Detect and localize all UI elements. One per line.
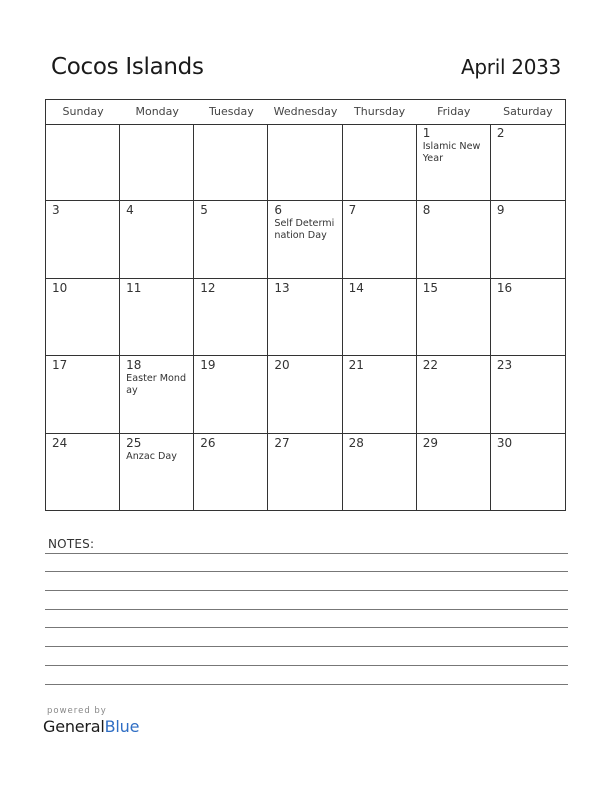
day-cell[interactable] [120, 201, 194, 278]
day-cell[interactable] [491, 434, 565, 511]
day-cell[interactable] [46, 201, 120, 278]
day-number: 15 [422, 280, 438, 295]
generalblue-logo[interactable] [43, 717, 139, 736]
day-cell[interactable] [491, 356, 565, 433]
note-line [45, 646, 568, 647]
day-cell[interactable] [120, 124, 194, 201]
day-number: 23 [496, 358, 513, 373]
weekday-header: Wednesday [273, 105, 338, 118]
day-number: 2 [496, 126, 505, 140]
calendar-days [46, 124, 565, 511]
day-cell[interactable] [343, 434, 417, 511]
day-number: 6 [274, 203, 283, 218]
day-number: 18 [126, 358, 142, 373]
day-number: 13 [274, 280, 290, 295]
day-cell[interactable] [417, 434, 491, 511]
day-cell[interactable] [46, 124, 120, 201]
notes-label: NOTES: [48, 537, 95, 551]
day-number: 8 [422, 203, 431, 218]
weekday-header: Friday [437, 105, 471, 118]
day-cell[interactable] [194, 201, 268, 278]
day-cell[interactable] [268, 434, 342, 511]
day-cell[interactable] [417, 279, 491, 356]
day-number: 4 [126, 203, 134, 218]
note-line [45, 590, 568, 591]
day-cell[interactable] [46, 434, 120, 511]
day-cell[interactable] [120, 356, 194, 433]
day-number: 11 [126, 280, 142, 295]
day-number: 3 [52, 203, 60, 218]
day-cell[interactable] [194, 279, 268, 356]
day-cell[interactable] [268, 124, 342, 201]
day-number: 26 [200, 435, 216, 450]
day-number: 7 [348, 203, 357, 218]
holiday-label: Self Determination Day [274, 218, 335, 242]
day-number: 28 [348, 435, 364, 450]
day-cell[interactable] [120, 279, 194, 356]
day-number: 24 [52, 435, 68, 450]
day-cell[interactable] [343, 279, 417, 356]
day-number: 21 [348, 358, 364, 373]
calendar-title: Cocos Islands [51, 54, 204, 80]
day-cell[interactable] [491, 124, 565, 201]
brand-blue: Blue [104, 717, 140, 736]
day-number: 25 [126, 435, 142, 450]
day-cell[interactable] [268, 279, 342, 356]
day-cell[interactable] [343, 356, 417, 433]
day-number: 1 [422, 126, 431, 140]
powered-by-text: powered by [47, 706, 107, 716]
weekday-header: Saturday [503, 105, 553, 118]
day-number: 14 [348, 280, 364, 295]
day-cell[interactable] [120, 434, 194, 511]
weekday-header: Sunday [62, 105, 104, 118]
weekday-header: Monday [135, 105, 179, 118]
day-number: 5 [200, 203, 208, 218]
note-line [45, 665, 568, 666]
day-number: 19 [200, 358, 216, 373]
day-cell[interactable] [343, 124, 417, 201]
holiday-label: Islamic New Year [422, 141, 481, 164]
day-cell[interactable] [46, 356, 120, 433]
day-number: 27 [274, 435, 290, 450]
note-line [45, 609, 568, 610]
weekday-header: Thursday [354, 105, 406, 118]
day-cell[interactable] [194, 434, 268, 511]
day-cell[interactable] [417, 356, 491, 433]
day-cell[interactable] [194, 356, 268, 433]
day-number: 30 [496, 435, 513, 450]
day-cell[interactable] [417, 124, 491, 201]
note-line [45, 684, 568, 685]
weekday-header-row [46, 100, 565, 125]
calendar-grid [45, 99, 566, 511]
brand-general: General [43, 717, 105, 736]
day-number: 17 [52, 358, 68, 373]
day-number: 9 [496, 203, 505, 218]
day-cell[interactable] [46, 279, 120, 356]
day-cell[interactable] [268, 356, 342, 433]
month-year: April 2033 [461, 55, 561, 79]
day-number: 12 [200, 280, 216, 295]
day-cell[interactable] [343, 201, 417, 278]
note-line [45, 627, 568, 628]
day-number: 16 [496, 280, 513, 295]
holiday-label: Anzac Day [126, 450, 177, 462]
note-line [45, 553, 568, 554]
day-number: 22 [422, 358, 438, 373]
holiday-label: Easter Monday [126, 373, 187, 397]
day-cell[interactable] [417, 201, 491, 278]
day-number: 20 [274, 358, 290, 373]
weekday-header: Tuesday [208, 105, 254, 118]
day-cell[interactable] [194, 124, 268, 201]
day-cell[interactable] [491, 201, 565, 278]
day-cell[interactable] [268, 201, 342, 278]
day-cell[interactable] [491, 279, 565, 356]
note-line [45, 571, 568, 572]
day-number: 29 [422, 435, 438, 450]
day-number: 10 [52, 280, 68, 295]
